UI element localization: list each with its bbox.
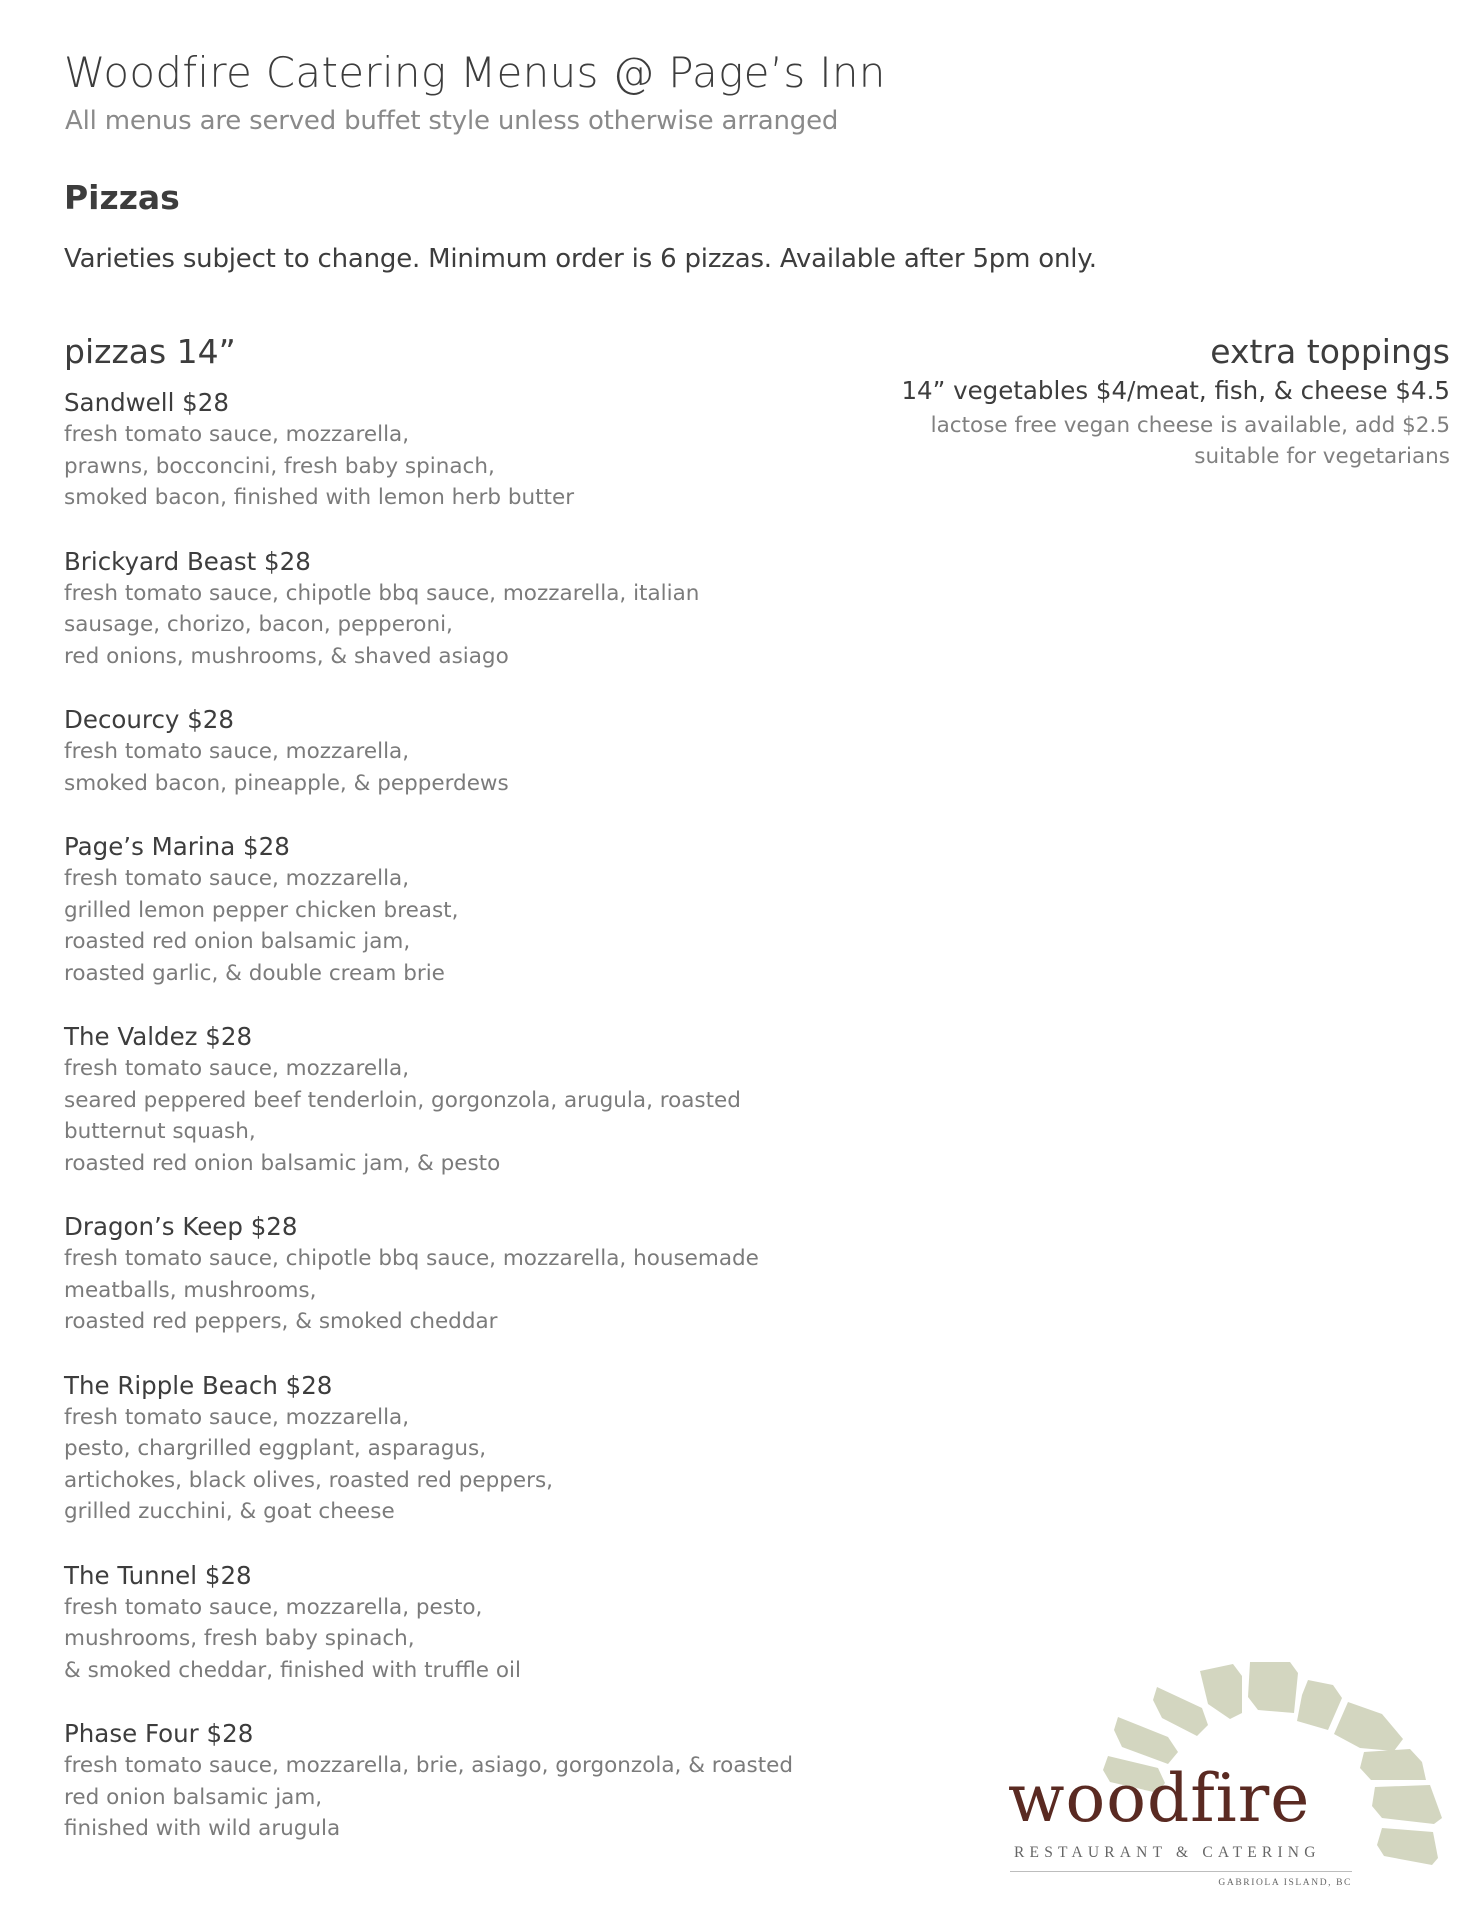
section-title: Pizzas (64, 178, 180, 217)
woodfire-logo (990, 1640, 1470, 1910)
toppings-note: suitable for vegetarians (1194, 444, 1450, 469)
pizza-list (64, 386, 924, 1876)
pizza-name: Brickyard Beast $28 (64, 546, 311, 576)
toppings-note: lactose free vegan cheese is available, add $2.5 (930, 413, 1450, 438)
pizza-desc-line: fresh tomato sauce, chipotle bbq sauce, mozzarella, housemade (64, 1246, 759, 1271)
pizza-desc-line: & smoked cheddar, finished with truffle oil (64, 1657, 521, 1683)
pizza-item (64, 703, 924, 799)
logo-divider (1010, 1871, 1352, 1872)
pizza-desc-line: smoked bacon, finished with lemon herb butter (64, 485, 575, 510)
pizza-desc-line: seared peppered beef tenderloin, gorgonzola, arugula, roasted (64, 1087, 741, 1113)
pizza-item (64, 1559, 924, 1687)
pizza-desc-line: prawns, bocconcini, fresh baby spinach, (64, 453, 495, 479)
pizza-desc-line: red onion balsamic jam, (64, 1784, 323, 1810)
pizza-name: The Ripple Beach $28 (64, 1370, 333, 1400)
pizza-desc-line: grilled zucchini, & goat cheese (64, 1499, 395, 1524)
pizza-desc-line: finished with wild arugula (64, 1816, 341, 1841)
pizza-desc-line: fresh tomato sauce, mozzarella, (64, 866, 410, 891)
pizza-item (64, 830, 924, 989)
page-title: Woodfire Catering Menus @ Page’s Inn (64, 48, 886, 97)
pizzas-heading: pizzas 14” (64, 332, 236, 371)
pizza-desc-line: fresh tomato sauce, mozzarella, (64, 739, 410, 764)
pizza-item (64, 1210, 924, 1338)
extra-toppings (901, 332, 1450, 472)
page-subtitle: All menus are served buffet style unless otherwise arranged (65, 106, 839, 136)
pizza-item (64, 1717, 924, 1845)
pizza-desc-line: fresh tomato sauce, mozzarella, (64, 422, 410, 447)
pizza-desc-line: fresh tomato sauce, chipotle bbq sauce, mozzarella, italian (64, 580, 700, 606)
pizza-desc-line: meatballs, mushrooms, (64, 1277, 317, 1303)
pizza-item (64, 1020, 924, 1179)
pizza-desc-line: fresh tomato sauce, mozzarella, pesto, (64, 1594, 483, 1620)
logo-tagline: RESTAURANT & CATERING (1014, 1844, 1321, 1861)
pizza-desc-line: red onions, mushrooms, & shaved asiago (64, 643, 509, 669)
logo-wordmark: woodfire (1008, 1760, 1311, 1837)
pizza-name: Phase Four $28 (64, 1719, 254, 1748)
pizza-name: Page’s Marina $28 (64, 832, 290, 861)
pizza-name: The Valdez $28 (64, 1022, 253, 1051)
pizza-desc-line: roasted red peppers, & smoked cheddar (64, 1309, 498, 1334)
pizza-desc-line: roasted red onion balsamic jam, & pesto (64, 1150, 501, 1176)
pizza-desc-line: fresh tomato sauce, mozzarella, (64, 1404, 410, 1430)
pizza-desc-line: sausage, chorizo, bacon, pepperoni, (64, 612, 453, 637)
pizza-name: Dragon’s Keep $28 (64, 1212, 298, 1241)
toppings-heading: extra toppings (1210, 332, 1450, 371)
section-note: Varieties subject to change. Minimum order is 6 pizzas. Available after 5pm only. (64, 244, 1097, 274)
pizza-desc-line: mushrooms, fresh baby spinach, (64, 1626, 415, 1651)
pizza-desc-line: fresh tomato sauce, mozzarella, brie, asiago, gorgonzola, & roasted (64, 1753, 793, 1778)
pizza-item (64, 386, 924, 514)
pizza-name: Decourcy $28 (64, 705, 234, 734)
pizza-desc-line: roasted garlic, & double cream brie (64, 960, 445, 986)
pizza-item (64, 1369, 924, 1528)
pizza-desc-line: pesto, chargrilled eggplant, asparagus, (64, 1436, 487, 1461)
pizza-name: Sandwell $28 (64, 388, 229, 417)
toppings-price: 14” vegetables $4/meat, fish, & cheese $4.5 (901, 376, 1450, 405)
pizza-desc-line: fresh tomato sauce, mozzarella, (64, 1056, 410, 1081)
logo-location: GABRIOLA ISLAND, BC (1218, 1878, 1352, 1888)
pizza-desc-line: roasted red onion balsamic jam, (64, 929, 411, 954)
pizza-name: The Tunnel $28 (64, 1560, 252, 1590)
pizza-desc-line: artichokes, black olives, roasted red peppers, (64, 1467, 554, 1493)
pizza-desc-line: grilled lemon pepper chicken breast, (64, 897, 459, 923)
pizza-desc-line: butternut squash, (64, 1119, 256, 1144)
pizza-desc-line: smoked bacon, pineapple, & pepperdews (64, 770, 509, 796)
pizza-item (64, 545, 924, 673)
